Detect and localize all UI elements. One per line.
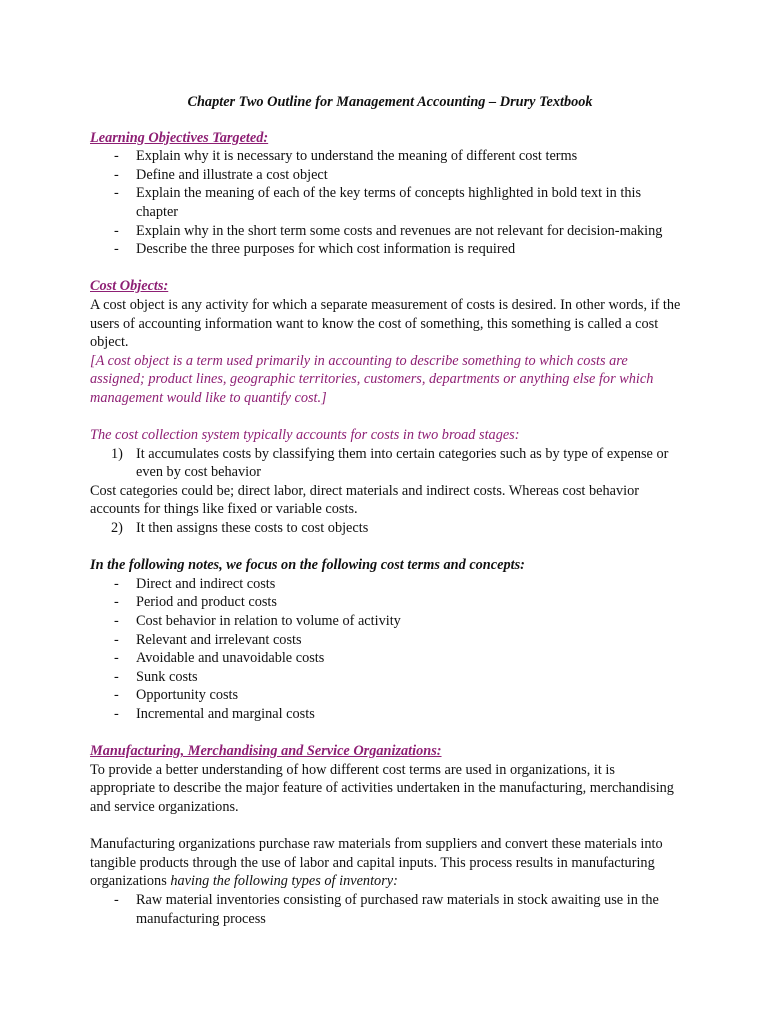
spacer <box>90 259 682 278</box>
list-item: - Incremental and marginal costs <box>90 705 682 724</box>
cost-objects-heading: Cost Objects: <box>90 278 169 295</box>
list-marker: 2) <box>111 520 123 537</box>
list-item: - Period and product costs <box>90 593 682 612</box>
list-item: - Explain why it is necessary to understand the meaning of different cost terms <box>90 147 682 166</box>
learning-objectives-heading: Learning Objectives Targeted: <box>90 129 269 146</box>
collection-middle-paragraph: Cost categories could be; direct labor, direct materials and indirect costs. Whereas cost behavior accounts for things like fixed or variable costs. <box>90 482 639 518</box>
list-item <box>90 445 682 482</box>
list-item: - Avoidable and unavoidable costs <box>90 649 682 668</box>
list-item: - Opportunity costs <box>90 686 682 705</box>
collection-intro: The cost collection system typically accounts for costs in two broad stages: <box>90 427 520 444</box>
terms-list <box>90 575 682 724</box>
cost-objects-paragraph: A cost object is any activity for which a separate measurement of costs is desired. In other words, if the users of accounting information want to know the cost of something, this something is called a cost object. <box>90 296 681 351</box>
list-item: - Sunk costs <box>90 668 682 687</box>
organizations-paragraph-2 <box>90 835 682 891</box>
organizations-paragraph-1: To provide a better understanding of how different cost terms are used in organizations, it is appropriate to describe the major feature of activities undertaken in the manufacturing, merchandising and service organizations. <box>90 761 674 815</box>
step-text: It accumulates costs by classifying them into certain categories such as by type of expense or even by cost behavior <box>136 445 669 481</box>
spacer <box>90 817 682 836</box>
spacer <box>90 538 682 557</box>
paragraph-text: Manufacturing organizations purchase raw materials from suppliers and convert these materials into tangible products through the use of labor and capital inputs. This process results in manufacturing organizations <box>90 836 663 890</box>
list-item: - Direct and indirect costs <box>90 575 682 594</box>
list-item: - Explain why in the short term some costs and revenues are not relevant for decision-making <box>90 222 682 241</box>
cost-objects-note: [A cost object is a term used primarily in accounting to describe something to which costs are assigned; product lines, geographic territories, customers, departments or anything else for which management would like to quantify cost.] <box>90 352 654 406</box>
list-item: - Raw material inventories consisting of purchased raw materials in stock awaiting use in the manufacturing process <box>90 891 682 928</box>
learning-objectives-list <box>90 147 682 259</box>
inventory-list <box>90 891 682 928</box>
organizations-heading: Manufacturing, Merchandising and Service Organizations: <box>90 743 442 760</box>
list-item: - Cost behavior in relation to volume of activity <box>90 612 682 631</box>
page-title: Chapter Two Outline for Management Accounting – Drury Textbook <box>187 94 593 110</box>
list-marker: 1) <box>111 445 123 462</box>
list-item: - Relevant and irrelevant costs <box>90 631 682 650</box>
list-item <box>90 519 682 538</box>
list-item: - Explain the meaning of each of the key terms of concepts highlighted in bold text in this chapter <box>90 184 682 221</box>
paragraph-italic-text: having the following types of inventory: <box>170 873 398 890</box>
spacer <box>90 408 682 427</box>
list-item: - Define and illustrate a cost object <box>90 166 682 185</box>
terms-heading: In the following notes, we focus on the following cost terms and concepts: <box>90 557 525 574</box>
step-text: It then assigns these costs to cost objects <box>136 520 369 537</box>
spacer <box>90 724 682 743</box>
collection-steps-a <box>90 445 682 482</box>
list-item: - Describe the three purposes for which cost information is required <box>90 240 682 259</box>
collection-steps-b <box>90 519 682 538</box>
